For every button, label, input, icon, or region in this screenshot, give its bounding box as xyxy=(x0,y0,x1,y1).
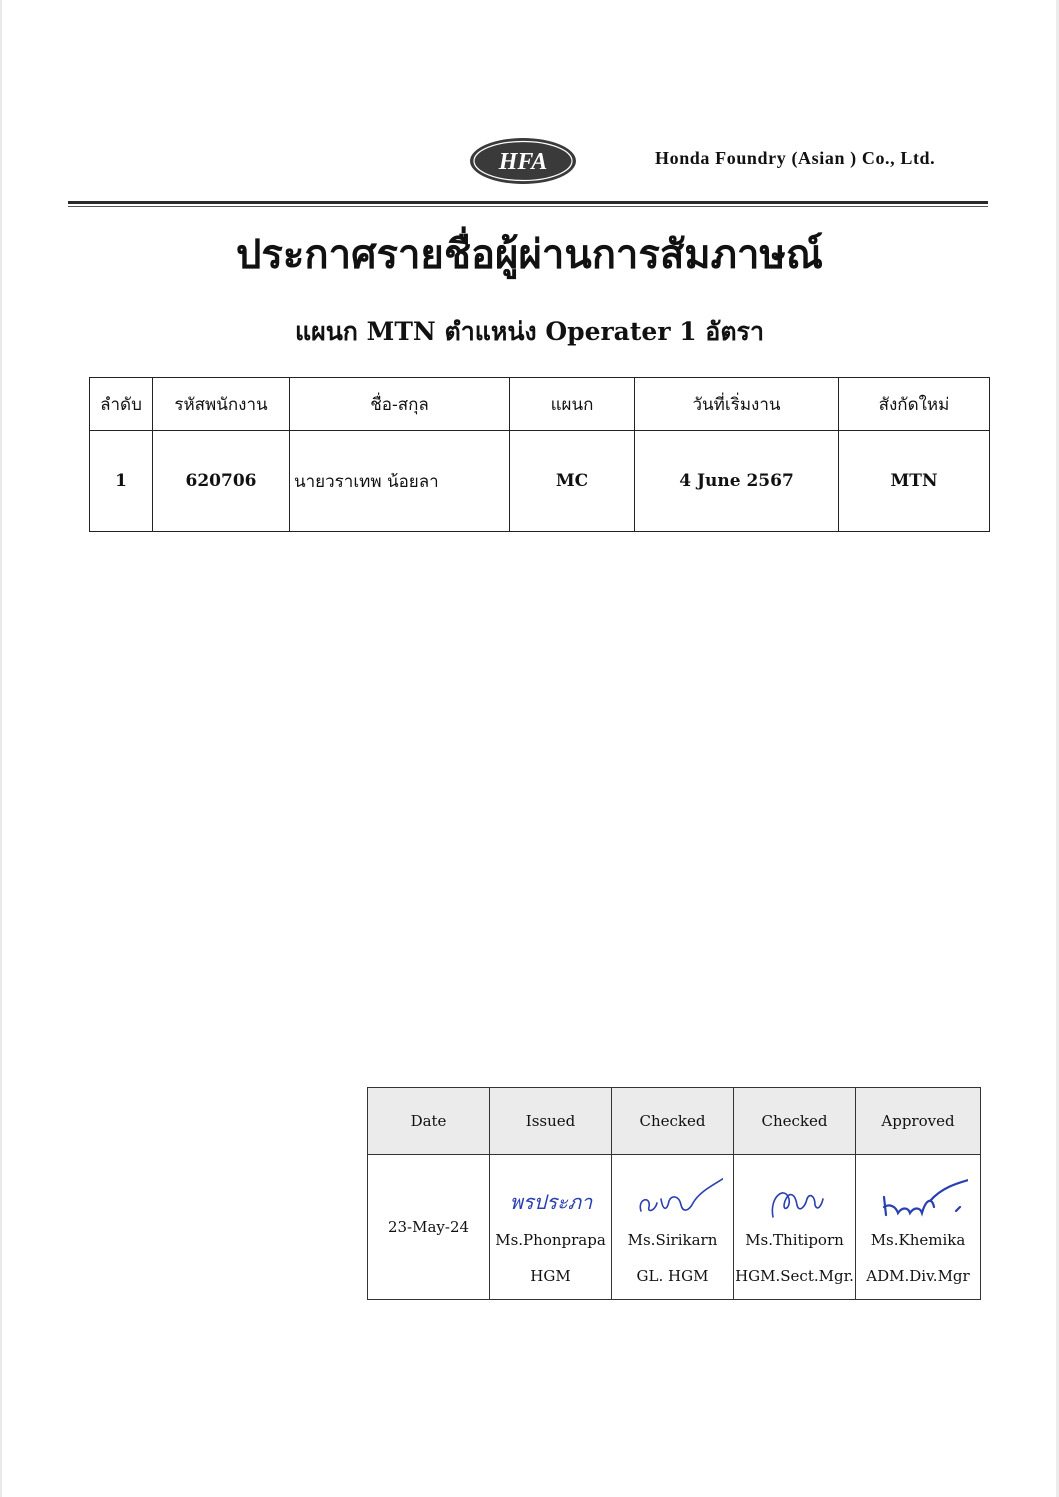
approval-header-issued: Issued xyxy=(490,1088,612,1155)
signature-issued xyxy=(501,1177,601,1225)
company-logo xyxy=(468,136,578,186)
approval-header-date: Date xyxy=(368,1088,490,1155)
candidate-table xyxy=(89,377,990,532)
col-header-employee-id: รหัสพนักงาน xyxy=(153,378,290,431)
signer-role-approved: ADM.Div.Mgr xyxy=(866,1267,970,1285)
approval-header-checked-2: Checked xyxy=(734,1088,856,1155)
signer-approved xyxy=(856,1155,981,1300)
col-header-new-unit: สังกัดใหม่ xyxy=(839,378,990,431)
approval-header-approved: Approved xyxy=(856,1088,981,1155)
header-divider xyxy=(68,201,988,207)
col-header-order: ลำดับ xyxy=(90,378,153,431)
signer-issued xyxy=(490,1155,612,1300)
signer-role-issued: HGM xyxy=(530,1267,571,1285)
signer-checked-2 xyxy=(734,1155,856,1300)
approval-date: 23-May-24 xyxy=(368,1155,490,1300)
cell-department: MC xyxy=(510,431,635,532)
page-subtitle: แผนก MTN ตำแหน่ง Operater 1 อัตรา xyxy=(294,317,765,346)
company-name: Honda Foundry (Asian ) Co., Ltd. xyxy=(655,148,936,168)
signer-checked-1 xyxy=(612,1155,734,1300)
col-header-start-date: วันที่เริ่มงาน xyxy=(635,378,839,431)
signer-role-checked-1: GL. HGM xyxy=(636,1267,709,1285)
signer-name-checked-1: Ms.Sirikarn xyxy=(627,1231,718,1249)
table-header-row xyxy=(90,378,990,431)
page-title: ประกาศรายชื่อผู้ผ่านการสัมภาษณ์ xyxy=(236,231,823,278)
signer-name-checked-2: Ms.Thitiporn xyxy=(745,1231,844,1249)
col-header-department: แผนก xyxy=(510,378,635,431)
cell-order: 1 xyxy=(90,431,153,532)
approval-row xyxy=(368,1155,981,1300)
logo-text: HFA xyxy=(498,149,548,175)
col-header-name: ชื่อ-สกุล xyxy=(290,378,510,431)
cell-name: นายวราเทพ น้อยลา xyxy=(290,431,510,532)
cell-start-date: 4 June 2567 xyxy=(635,431,839,532)
approval-header-row xyxy=(368,1088,981,1155)
signature-checked-2 xyxy=(745,1177,845,1225)
signature-checked-1 xyxy=(623,1177,723,1225)
signer-name-approved: Ms.Khemika xyxy=(870,1231,966,1249)
signature-text-issued: พรประภา xyxy=(509,1190,592,1214)
signer-name-issued: Ms.Phonprapa xyxy=(495,1231,606,1249)
table-row xyxy=(90,431,990,532)
approval-table xyxy=(367,1087,981,1300)
cell-new-unit: MTN xyxy=(839,431,990,532)
cell-employee-id: 620706 xyxy=(153,431,290,532)
signer-role-checked-2: HGM.Sect.Mgr. xyxy=(735,1267,854,1285)
approval-header-checked-1: Checked xyxy=(612,1088,734,1155)
signature-approved xyxy=(868,1177,968,1225)
